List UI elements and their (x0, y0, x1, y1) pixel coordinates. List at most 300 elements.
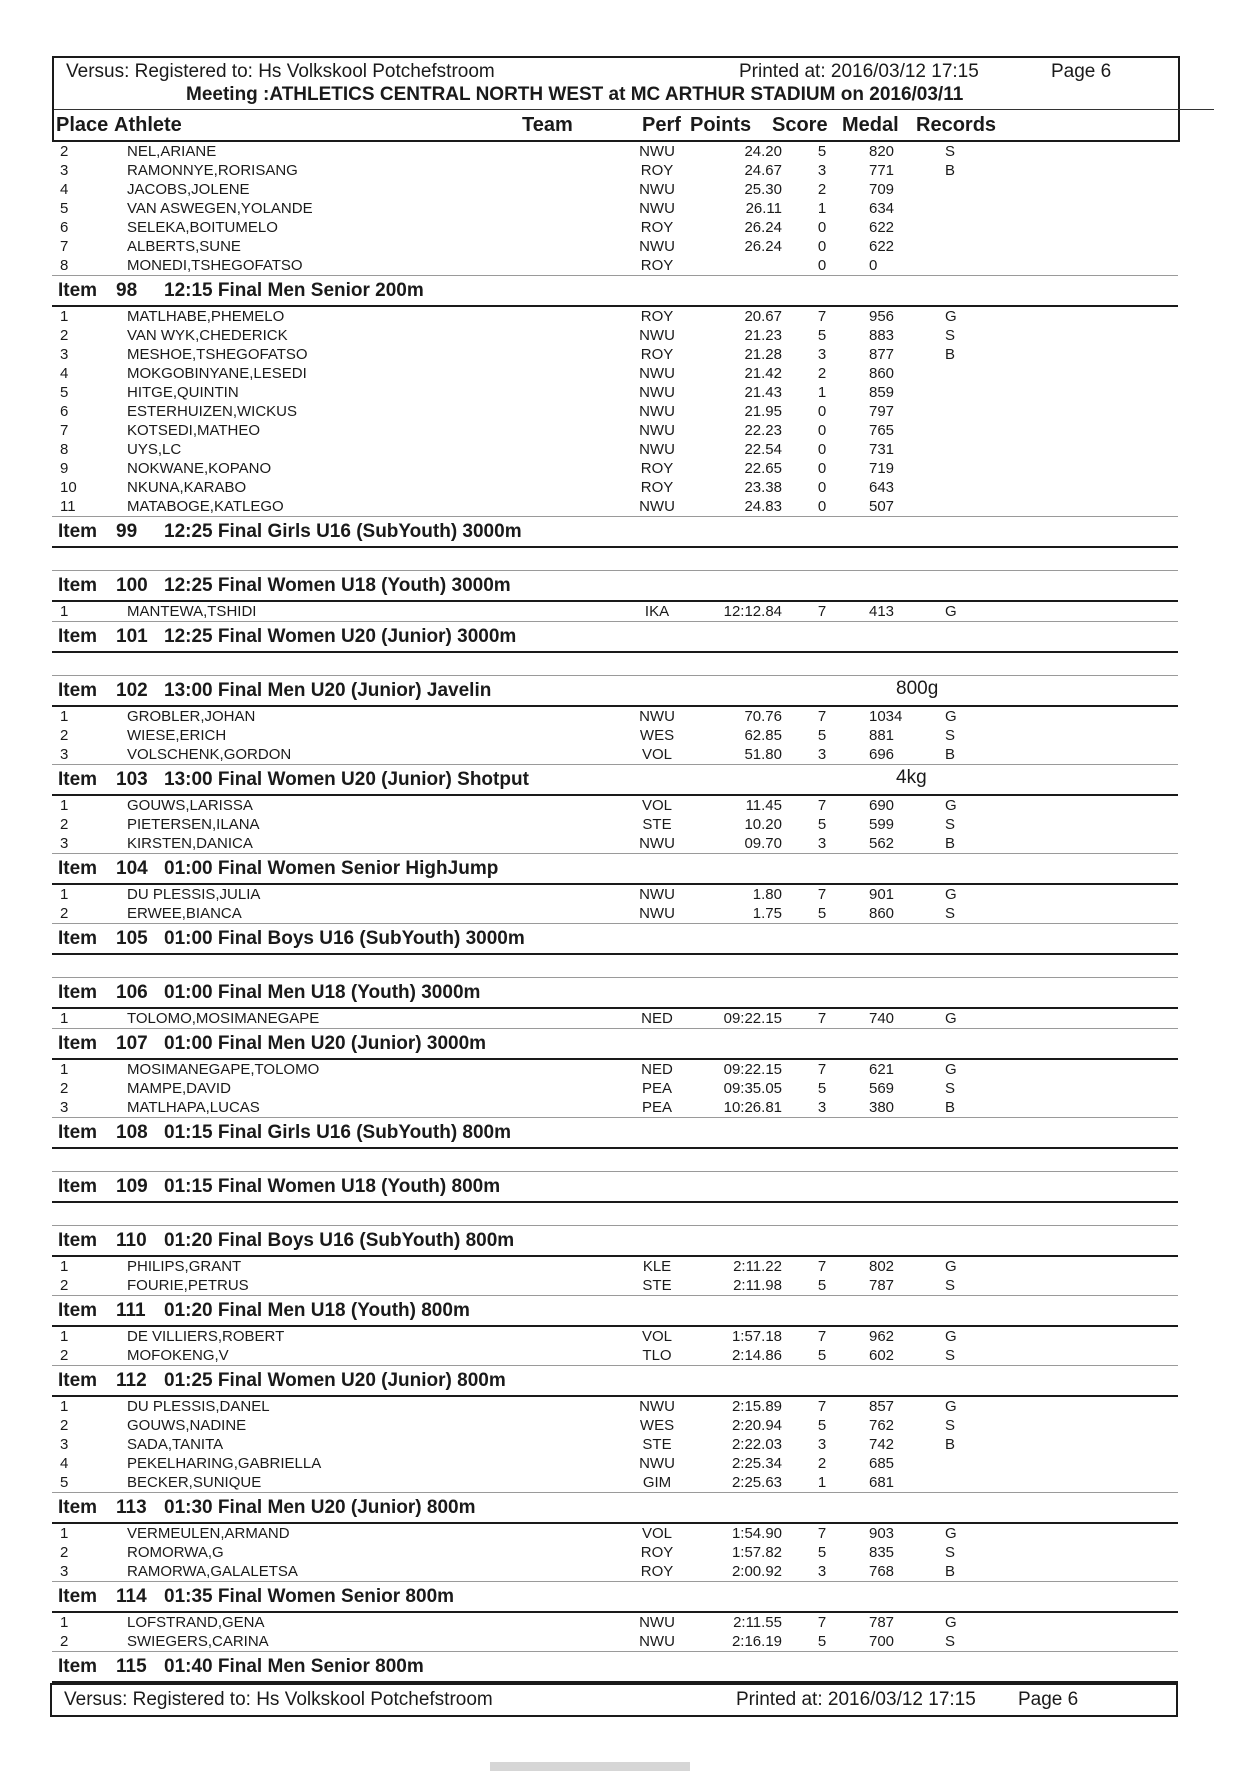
score-cell: 621 (869, 1061, 895, 1078)
points-cell: 5 (817, 816, 827, 833)
athlete-cell: JACOBS,JOLENE (127, 181, 250, 198)
score-cell: 380 (869, 1099, 895, 1116)
place-cell: 11 (60, 498, 76, 515)
perf-cell: 51.80 (744, 746, 782, 763)
perf-cell: 2:11.55 (733, 1614, 782, 1631)
results-page (52, 56, 1178, 1677)
athlete-cell: RAMONNYE,RORISANG (127, 162, 298, 179)
place-cell: 2 (60, 1544, 69, 1561)
event-item-label: Item (58, 982, 98, 1003)
event-item-label: Item (58, 1230, 98, 1251)
score-cell: 762 (869, 1417, 895, 1434)
event-item-label: Item (58, 521, 98, 542)
place-cell: 1 (60, 797, 69, 814)
result-row (52, 497, 1178, 516)
medal-cell: G (945, 603, 957, 620)
col-place: Place (56, 114, 109, 136)
medal-cell: S (945, 1277, 956, 1294)
athlete-cell: PIETERSEN,ILANA (127, 816, 260, 833)
athlete-cell: SWIEGERS,CARINA (127, 1633, 269, 1650)
team-cell: NWU (639, 886, 675, 903)
points-cell: 2 (817, 181, 827, 198)
perf-cell: 12:12.84 (723, 603, 782, 620)
place-cell: 2 (60, 727, 69, 744)
points-cell: 0 (817, 441, 827, 458)
place-cell: 1 (60, 1525, 69, 1542)
points-cell: 5 (817, 905, 827, 922)
points-cell: 5 (817, 1277, 827, 1294)
section-divider (52, 1117, 1178, 1118)
result-row (52, 1562, 1178, 1581)
event-item-number: 98 (116, 280, 138, 301)
team-cell: NWU (639, 181, 675, 198)
perf-cell: 21.95 (744, 403, 782, 420)
team-cell: NWU (639, 384, 675, 401)
team-cell: NWU (639, 422, 675, 439)
athlete-cell: VOLSCHENK,GORDON (127, 746, 292, 763)
athlete-cell: LOFSTRAND,GENA (127, 1614, 265, 1631)
team-cell: NWU (639, 1455, 675, 1472)
perf-cell: 24.20 (744, 143, 782, 160)
event-item-number: 107 (116, 1033, 148, 1054)
team-cell: VOL (641, 797, 672, 814)
event-title: 12:25 Final Women U20 (Junior) 3000m (164, 626, 517, 647)
team-cell: STE (642, 1436, 672, 1453)
section-divider (52, 1651, 1178, 1652)
score-cell: 797 (869, 403, 895, 420)
event-heading (52, 1654, 1178, 1683)
medal-cell: B (945, 1099, 956, 1116)
team-cell: ROY (640, 1544, 674, 1561)
result-row (52, 1009, 1178, 1028)
event-heading (52, 624, 1178, 653)
points-cell: 7 (817, 1010, 827, 1027)
result-row (52, 256, 1178, 275)
event-title: 12:25 Final Girls U16 (SubYouth) 3000m (164, 521, 522, 542)
place-cell: 1 (60, 603, 69, 620)
points-cell: 0 (817, 422, 827, 439)
perf-cell: 2:11.98 (733, 1277, 782, 1294)
place-cell: 1 (60, 1328, 69, 1345)
perf-cell: 1:54.90 (731, 1525, 782, 1542)
score-cell: 1034 (869, 708, 903, 725)
score-cell: 857 (869, 1398, 895, 1415)
event-item-number: 104 (116, 858, 148, 879)
event-heading (52, 1031, 1178, 1060)
section-divider (52, 1295, 1178, 1296)
event-heading (52, 1495, 1178, 1524)
athlete-cell: PHILIPS,GRANT (127, 1258, 242, 1275)
event-item-number: 114 (116, 1586, 147, 1607)
event-item-number: 112 (116, 1370, 147, 1391)
athlete-cell: UYS,LC (127, 441, 182, 458)
event-heading (52, 278, 1178, 307)
points-cell: 5 (817, 1417, 827, 1434)
place-cell: 5 (60, 200, 69, 217)
result-row (52, 180, 1178, 199)
result-row (52, 602, 1178, 621)
result-row (52, 1346, 1178, 1365)
result-row (52, 1060, 1178, 1079)
team-cell: KLE (642, 1258, 672, 1275)
event-title: 01:15 Final Women U18 (Youth) 800m (164, 1176, 501, 1197)
team-cell: ROY (640, 257, 674, 274)
score-cell: 962 (869, 1328, 895, 1345)
points-cell: 5 (817, 1080, 827, 1097)
points-cell: 3 (817, 1099, 827, 1116)
perf-cell: 22.65 (744, 460, 782, 477)
points-cell: 7 (817, 797, 827, 814)
points-cell: 2 (817, 365, 827, 382)
team-cell: IKA (644, 603, 670, 620)
score-cell: 643 (869, 479, 895, 496)
medal-cell: G (945, 1525, 957, 1542)
result-row (52, 726, 1178, 745)
place-cell: 5 (60, 384, 69, 401)
score-cell: 859 (869, 384, 895, 401)
result-row (52, 237, 1178, 256)
score-cell: 690 (869, 797, 895, 814)
place-cell: 7 (60, 238, 69, 255)
medal-cell: S (945, 143, 956, 160)
empty-event-space (52, 955, 1178, 977)
medal-cell: G (945, 1398, 957, 1415)
athlete-cell: NKUNA,KARABO (127, 479, 247, 496)
team-cell: VOL (641, 746, 672, 763)
page-number: Page 6 (1051, 61, 1112, 82)
score-cell: 835 (869, 1544, 895, 1561)
score-cell: 742 (869, 1436, 895, 1453)
event-title: 01:00 Final Men U18 (Youth) 3000m (164, 982, 481, 1003)
athlete-cell: DE VILLIERS,ROBERT (127, 1328, 285, 1345)
perf-cell: 2:11.22 (733, 1258, 782, 1275)
event-item-number: 103 (116, 769, 148, 790)
points-cell: 7 (817, 1525, 827, 1542)
athlete-cell: MOKGOBINYANE,LESEDI (127, 365, 307, 382)
points-cell: 3 (817, 1436, 827, 1453)
athlete-cell: BECKER,SUNIQUE (127, 1474, 262, 1491)
athlete-cell: VERMEULEN,ARMAND (127, 1525, 290, 1542)
points-cell: 0 (817, 238, 827, 255)
team-cell: VOL (641, 1328, 672, 1345)
points-cell: 7 (817, 603, 827, 620)
place-cell: 3 (60, 162, 69, 179)
team-cell: STE (642, 816, 672, 833)
score-cell: 956 (869, 308, 895, 325)
empty-event-space (52, 1203, 1178, 1225)
points-cell: 2 (817, 1455, 827, 1472)
result-row (52, 1327, 1178, 1346)
event-item-label: Item (58, 769, 98, 790)
points-cell: 3 (817, 746, 827, 763)
medal-cell: B (945, 1436, 956, 1453)
perf-cell: 11.45 (745, 797, 782, 814)
score-cell: 696 (869, 746, 895, 763)
medal-cell: B (945, 1563, 956, 1580)
event-item-label: Item (58, 1586, 98, 1607)
event-heading (52, 1228, 1178, 1257)
perf-cell: 21.42 (744, 365, 782, 382)
points-cell: 1 (817, 1474, 827, 1491)
result-row (52, 307, 1178, 326)
header-divider (54, 109, 1214, 110)
place-cell: 2 (60, 327, 69, 344)
place-cell: 2 (60, 1417, 69, 1434)
result-row (52, 402, 1178, 421)
perf-cell: 1:57.18 (731, 1328, 782, 1345)
team-cell: WES (639, 727, 675, 744)
result-row (52, 745, 1178, 764)
points-cell: 0 (817, 219, 827, 236)
event-heading (52, 1584, 1178, 1613)
perf-cell: 70.76 (744, 708, 782, 725)
points-cell: 1 (817, 384, 827, 401)
athlete-cell: PEKELHARING,GABRIELLA (127, 1455, 322, 1472)
athlete-cell: GROBLER,JOHAN (127, 708, 256, 725)
points-cell: 1 (817, 200, 827, 217)
place-cell: 8 (60, 441, 69, 458)
result-row (52, 707, 1178, 726)
score-cell: 700 (869, 1633, 895, 1650)
points-cell: 7 (817, 1061, 827, 1078)
place-cell: 1 (60, 1258, 69, 1275)
event-heading (52, 678, 1178, 707)
col-records: Records (916, 114, 997, 136)
medal-cell: S (945, 905, 956, 922)
empty-event-space (52, 653, 1178, 675)
medal-cell: G (945, 308, 957, 325)
points-cell: 3 (817, 835, 827, 852)
team-cell: NED (641, 1010, 673, 1027)
team-cell: NWU (639, 327, 675, 344)
result-row (52, 364, 1178, 383)
team-cell: NWU (639, 365, 675, 382)
meeting-title: Meeting :ATHLETICS CENTRAL NORTH WEST at MC ARTHUR STADIUM on 2016/03/11 (186, 84, 964, 105)
perf-cell: 21.23 (744, 327, 782, 344)
team-cell: ROY (640, 460, 674, 477)
points-cell: 7 (817, 886, 827, 903)
result-row (52, 326, 1178, 345)
medal-cell: S (945, 1633, 956, 1650)
event-item-number: 100 (116, 575, 148, 596)
result-row (52, 383, 1178, 402)
result-row (52, 885, 1178, 904)
points-cell: 7 (817, 1614, 827, 1631)
section-divider (52, 977, 1178, 978)
score-cell: 0 (869, 257, 878, 274)
place-cell: 3 (60, 1099, 69, 1116)
score-cell: 507 (869, 498, 895, 515)
place-cell: 2 (60, 905, 69, 922)
event-title: 01:15 Final Girls U16 (SubYouth) 800m (164, 1122, 512, 1143)
perf-cell: 26.11 (745, 200, 782, 217)
score-cell: 719 (869, 460, 895, 477)
event-item-number: 106 (116, 982, 148, 1003)
athlete-cell: ESTERHUIZEN,WICKUS (127, 403, 298, 420)
perf-cell: 2:20.94 (731, 1417, 782, 1434)
event-title: 12:25 Final Women U18 (Youth) 3000m (164, 575, 511, 596)
perf-cell: 26.24 (744, 238, 782, 255)
perf-cell: 10:26.81 (723, 1099, 782, 1116)
team-cell: WES (639, 1417, 675, 1434)
result-row (52, 1098, 1178, 1117)
place-cell: 1 (60, 1398, 69, 1415)
result-row (52, 1543, 1178, 1562)
event-item-label: Item (58, 1370, 98, 1391)
section-divider (52, 516, 1178, 517)
col-score: Score (772, 114, 828, 136)
event-title: 01:00 Final Women Senior HighJump (164, 858, 499, 879)
place-cell: 3 (60, 835, 69, 852)
score-cell: 599 (869, 816, 895, 833)
section-divider (52, 621, 1178, 622)
team-cell: GIM (642, 1474, 672, 1491)
result-row (52, 1435, 1178, 1454)
score-cell: 622 (869, 219, 895, 236)
team-cell: NWU (639, 498, 675, 515)
medal-cell: G (945, 1258, 957, 1275)
footer-printed-at: Printed at: 2016/03/12 17:15 (736, 1689, 976, 1710)
team-cell: ROY (640, 308, 674, 325)
result-row (52, 1613, 1178, 1632)
result-row (52, 834, 1178, 853)
score-cell: 820 (869, 143, 895, 160)
medal-cell: B (945, 835, 956, 852)
team-cell: NWU (639, 238, 675, 255)
event-item-number: 99 (116, 521, 138, 542)
points-cell: 0 (817, 403, 827, 420)
scan-artifact (490, 1762, 690, 1771)
score-cell: 877 (869, 346, 895, 363)
team-cell: NWU (639, 1614, 675, 1631)
score-cell: 768 (869, 1563, 895, 1580)
medal-cell: G (945, 1614, 957, 1631)
result-row (52, 142, 1178, 161)
event-item-number: 113 (116, 1497, 147, 1518)
place-cell: 2 (60, 143, 69, 160)
event-item-number: 102 (116, 680, 148, 701)
medal-cell: G (945, 886, 957, 903)
points-cell: 0 (817, 460, 827, 477)
result-row (52, 1397, 1178, 1416)
event-item-number: 109 (116, 1176, 148, 1197)
athlete-cell: SELEKA,BOITUMELO (127, 219, 278, 236)
event-item-label: Item (58, 858, 98, 879)
event-item-label: Item (58, 680, 98, 701)
event-item-number: 101 (116, 626, 148, 647)
place-cell: 4 (60, 365, 69, 382)
athlete-cell: TOLOMO,MOSIMANEGAPE (127, 1010, 320, 1027)
place-cell: 2 (60, 816, 69, 833)
event-heading (52, 856, 1178, 885)
perf-cell: 2:25.63 (731, 1474, 782, 1491)
col-team: Team (522, 114, 573, 136)
result-row (52, 1276, 1178, 1295)
perf-cell: 2:16.19 (731, 1633, 782, 1650)
section-divider (52, 1492, 1178, 1493)
result-row (52, 1416, 1178, 1435)
team-cell: ROY (640, 346, 674, 363)
event-item-number: 108 (116, 1122, 148, 1143)
perf-cell: 09:22.15 (723, 1010, 782, 1027)
medal-cell: S (945, 1080, 956, 1097)
points-cell: 5 (817, 1633, 827, 1650)
points-cell: 0 (817, 479, 827, 496)
athlete-cell: DU PLESSIS,DANEL (127, 1398, 270, 1415)
event-item-label: Item (58, 1497, 98, 1518)
place-cell: 2 (60, 1633, 69, 1650)
score-cell: 685 (869, 1455, 895, 1472)
empty-event-space (52, 1149, 1178, 1171)
medal-cell: S (945, 816, 956, 833)
team-cell: NWU (639, 708, 675, 725)
event-title: 01:20 Final Men U18 (Youth) 800m (164, 1300, 470, 1321)
place-cell: 1 (60, 1010, 69, 1027)
team-cell: ROY (640, 479, 674, 496)
athlete-cell: NOKWANE,KOPANO (127, 460, 272, 477)
athlete-cell: HITGE,QUINTIN (127, 384, 239, 401)
footer-page-number: Page 6 (1018, 1689, 1079, 1710)
perf-cell: 24.83 (744, 498, 782, 515)
event-heading (52, 1120, 1178, 1149)
points-cell: 3 (817, 346, 827, 363)
event-item-label: Item (58, 626, 98, 647)
place-cell: 7 (60, 422, 69, 439)
team-cell: NWU (639, 200, 675, 217)
athlete-cell: MANTEWA,TSHIDI (127, 603, 257, 620)
col-points: Points (690, 114, 752, 136)
place-cell: 3 (60, 1563, 69, 1580)
points-cell: 5 (817, 1347, 827, 1364)
page-header (52, 56, 1180, 142)
perf-cell: 09:35.05 (723, 1080, 782, 1097)
event-heading (52, 1174, 1178, 1203)
medal-cell: B (945, 746, 956, 763)
points-cell: 3 (817, 1563, 827, 1580)
team-cell: NWU (639, 403, 675, 420)
section-divider (52, 675, 1178, 676)
place-cell: 4 (60, 1455, 69, 1472)
athlete-cell: ROMORWA,G (127, 1544, 224, 1561)
score-cell: 634 (869, 200, 895, 217)
perf-cell: 21.28 (744, 346, 782, 363)
athlete-cell: ALBERTS,SUNE (127, 238, 241, 255)
medal-cell: B (945, 162, 956, 179)
place-cell: 6 (60, 219, 69, 236)
medal-cell: S (945, 1544, 956, 1561)
place-cell: 2 (60, 1347, 69, 1364)
team-cell: NWU (639, 441, 675, 458)
score-cell: 622 (869, 238, 895, 255)
event-item-label: Item (58, 280, 98, 301)
result-row (52, 796, 1178, 815)
athlete-cell: RAMORWA,GALALETSA (127, 1563, 298, 1580)
athlete-cell: KIRSTEN,DANICA (127, 835, 253, 852)
perf-cell: 21.43 (744, 384, 782, 401)
team-cell: NWU (639, 905, 675, 922)
col-perf: Perf (642, 114, 681, 136)
points-cell: 7 (817, 308, 827, 325)
col-athlete: Athlete (114, 114, 182, 136)
score-cell: 802 (869, 1258, 895, 1275)
result-row (52, 1454, 1178, 1473)
perf-cell: 2:15.89 (731, 1398, 782, 1415)
athlete-cell: MATLHAPA,LUCAS (127, 1099, 260, 1116)
place-cell: 9 (60, 460, 69, 477)
score-cell: 569 (869, 1080, 895, 1097)
perf-cell: 26.24 (744, 219, 782, 236)
score-cell: 731 (869, 441, 895, 458)
